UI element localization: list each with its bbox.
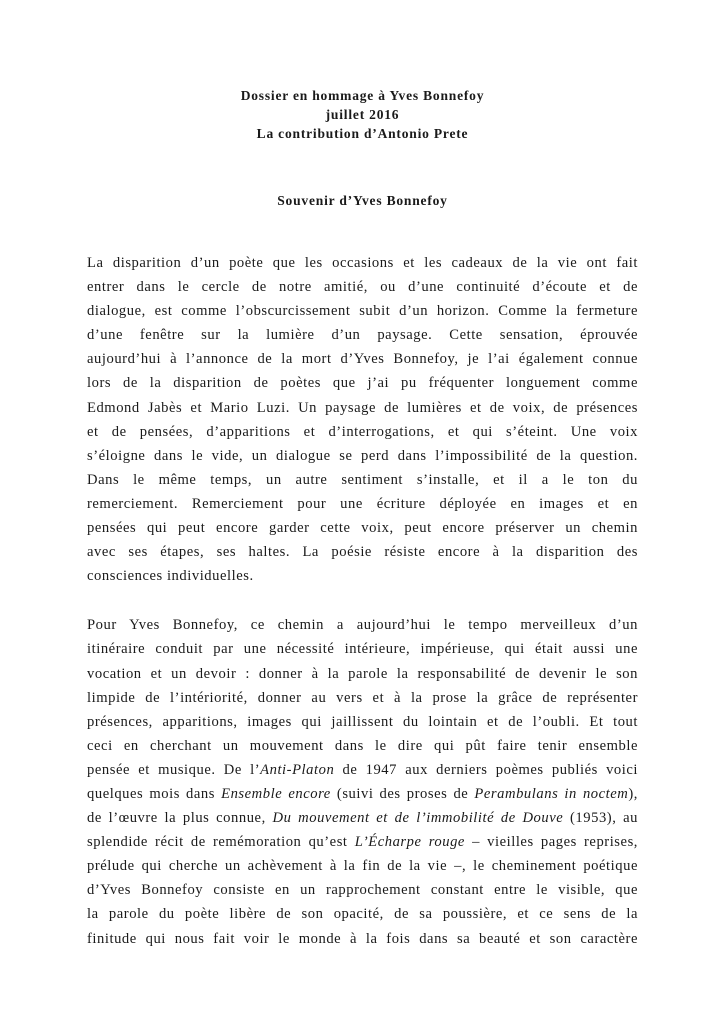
paragraph-line: d’une fenêtre sur la lumière d’un paysage. Cette sensation, éprouvée bbox=[87, 327, 638, 344]
text-segment: ), bbox=[628, 785, 638, 802]
paragraph-line bbox=[87, 782, 638, 806]
paragraph-line: la parole du poète libère de son opacité, de sa poussière, et ce sens de la bbox=[87, 906, 638, 923]
paragraph-line: aujourd’hui à l’annonce de la mort d’Yves Bonnefoy, je l’ai également connue bbox=[87, 351, 638, 368]
paragraph-line: pensées qui peut encore garder cette voix, peut encore préserver un chemin bbox=[87, 520, 638, 537]
paragraph-line: lors de la disparition de poètes que j’ai pu fréquenter longuement comme bbox=[87, 375, 638, 392]
text-segment: de 1947 aux derniers poèmes publiés voici bbox=[334, 761, 638, 778]
paragraph-line: d’Yves Bonnefoy consiste en un rapprochement constant entre le visible, que bbox=[87, 882, 638, 899]
paragraph-line: limpide de l’intériorité, donner au vers et à la prose la grâce de représenter bbox=[87, 689, 638, 706]
paragraph-line bbox=[87, 830, 638, 854]
paragraph-line: remerciement. Remerciement pour une écriture déployée en images et en bbox=[87, 495, 638, 512]
italic-work-title: Perambulans in noctem bbox=[474, 785, 629, 802]
paragraph-line: ceci en cherchant un mouvement dans le dire qui pût faire tenir ensemble bbox=[87, 737, 638, 754]
document-page bbox=[87, 86, 638, 951]
paragraph-line: prélude qui cherche un achèvement à la fin de la vie –, le cheminement poétique bbox=[87, 858, 638, 875]
paragraph-line: avec ses étapes, ses haltes. La poésie résiste encore à la disparition des bbox=[87, 544, 638, 561]
paragraph-line: dialogue, est comme l’obscurcissement subit d’un horizon. Comme la fermeture bbox=[87, 303, 638, 320]
paragraph-1 bbox=[87, 251, 638, 588]
paragraph-line: Edmond Jabès et Mario Luzi. Un paysage de lumières et de voix, de présences bbox=[87, 399, 638, 416]
text-segment: – vieilles pages reprises, bbox=[464, 834, 638, 851]
paragraph-line: et de pensées, d’apparitions et d’interrogations, et qui s’éteint. Une voix bbox=[87, 423, 638, 440]
text-segment: de l’œuvre la plus connue, bbox=[87, 810, 273, 827]
paragraph-line: entrer dans le cercle de notre amitié, ou d’une continuité d’écoute et de bbox=[87, 279, 638, 296]
document-header bbox=[87, 86, 638, 143]
italic-work-title: L’Écharpe rouge bbox=[354, 834, 465, 851]
paragraph-line: s’éloigne dans le vide, un dialogue se perd dans l’impossibilité de la question. bbox=[87, 447, 638, 464]
italic-work-title: Du mouvement et de l’immobilité de Douve bbox=[272, 810, 564, 827]
article-title: Souvenir d’Yves Bonnefoy bbox=[277, 193, 448, 208]
text-segment: (1953), au bbox=[563, 810, 639, 827]
paragraph-line bbox=[87, 758, 638, 782]
paragraph-line: finitude qui nous fait voir le monde à la fois dans sa beauté et son caractère bbox=[87, 930, 638, 947]
text-segment: quelques mois dans bbox=[87, 785, 222, 802]
header-contribution: La contribution d’Antonio Prete bbox=[256, 126, 469, 141]
paragraph-line: La disparition d’un poète que les occasions et les cadeaux de la vie ont fait bbox=[87, 255, 638, 271]
italic-work-title: Anti-Platon bbox=[260, 761, 335, 778]
italic-work-title: Ensemble encore bbox=[221, 785, 331, 802]
paragraph-line: consciences individuelles. bbox=[87, 568, 254, 585]
text-segment: (suivi des proses de bbox=[330, 785, 475, 802]
paragraph-line: vocation et un devoir : donner à la parole la responsabilité de devenir le son bbox=[87, 665, 638, 682]
paragraph-line: présences, apparitions, images qui jaillissent du lointain et de l’oubli. Et tout bbox=[87, 713, 638, 730]
paragraph-2 bbox=[87, 613, 638, 950]
header-dossier-title: Dossier en hommage à Yves Bonnefoy bbox=[240, 88, 485, 103]
paragraph-line: Pour Yves Bonnefoy, ce chemin a aujourd’hui le tempo merveilleux d’un bbox=[87, 617, 638, 634]
text-segment: splendide récit de remémoration qu’est bbox=[87, 834, 355, 851]
paragraph-line bbox=[87, 806, 638, 830]
header-date: juillet 2016 bbox=[325, 107, 400, 122]
paragraph-line: Dans le même temps, un autre sentiment s’installe, et il a le ton du bbox=[87, 471, 638, 488]
text-segment: pensée et musique. De l’ bbox=[87, 761, 261, 778]
paragraph-line: itinéraire conduit par une nécessité intérieure, impérieuse, qui était aussi une bbox=[87, 641, 638, 658]
